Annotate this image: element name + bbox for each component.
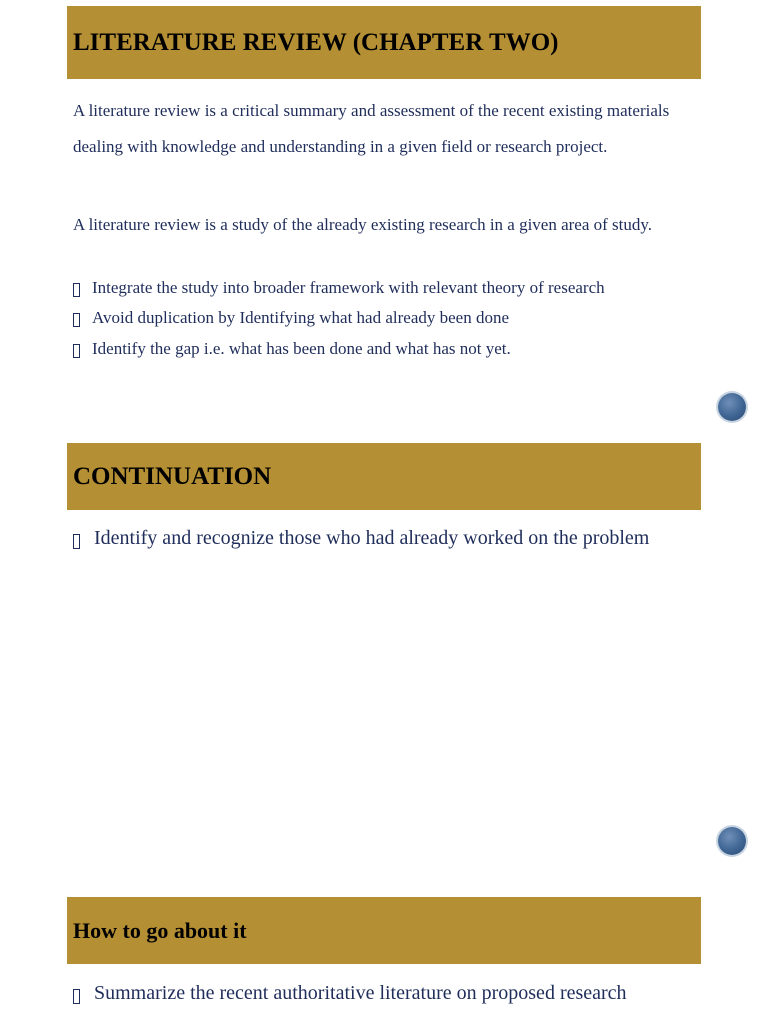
- square-bullet-icon: [73, 989, 80, 1004]
- section-title: LITERATURE REVIEW (CHAPTER TWO): [73, 28, 559, 56]
- section-header-continuation: [67, 443, 701, 510]
- section-header-how-to: [67, 897, 701, 964]
- square-bullet-icon: [73, 344, 80, 358]
- slide-nav-circle-icon[interactable]: [718, 393, 746, 421]
- square-bullet-icon: [73, 313, 80, 327]
- square-bullet-icon: [73, 283, 80, 297]
- slide-nav-circle-icon[interactable]: [718, 827, 746, 855]
- definition-paragraph: A literature review is a study of the already existing research in a given area of study.: [73, 215, 653, 234]
- list-item: [73, 308, 708, 328]
- list-item: [73, 527, 703, 558]
- list-item-text: Identify the gap i.e. what has been done and what has not yet.: [92, 339, 511, 358]
- list-item-text: Summarize the recent authoritative literature on proposed research: [94, 982, 627, 1004]
- list-item-text: Identify and recognize those who had already worked on the problem: [94, 527, 650, 549]
- list-item: [73, 982, 703, 1007]
- list-item-text: Integrate the study into broader framework with relevant theory of research: [92, 278, 605, 297]
- list-item: [73, 278, 708, 298]
- square-bullet-icon: [73, 534, 80, 549]
- section-header-literature-review: [67, 6, 701, 79]
- list-item: [73, 339, 708, 359]
- section-title: How to go about it: [73, 917, 247, 943]
- list-item-text: Avoid duplication by Identifying what had already been done: [92, 308, 510, 327]
- definition-paragraph: A literature review is a critical summary and assessment of the recent existing materials dealing with knowledge and understanding in a given field or research project.: [73, 101, 670, 156]
- section-title: CONTINUATION: [73, 462, 272, 490]
